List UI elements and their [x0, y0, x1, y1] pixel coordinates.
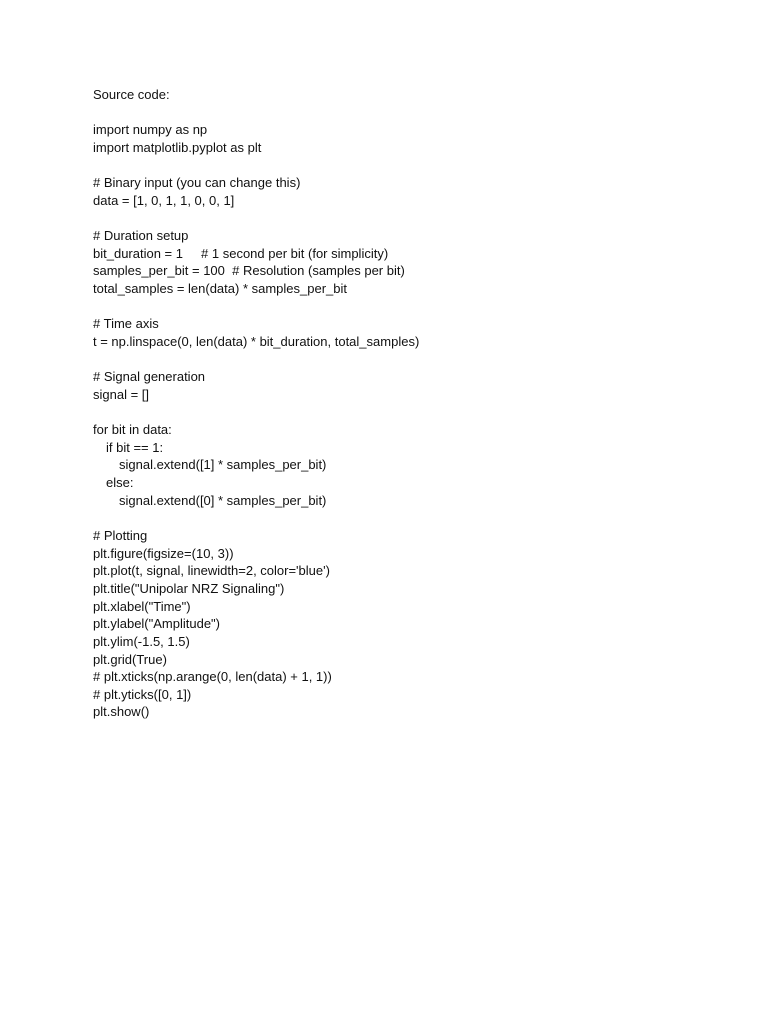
code-comment: # Duration setup [93, 228, 189, 244]
code-line: t = np.linspace(0, len(data) * bit_duration, total_samples) [93, 333, 420, 349]
code-line: plt.grid(True) [93, 651, 167, 667]
document-heading: Source code: [93, 87, 170, 102]
code-comment: # Signal generation [93, 369, 206, 385]
code-line: for bit in data: [93, 422, 172, 438]
code-line: plt.xlabel("Time") [93, 598, 191, 614]
code-line: signal = [] [93, 386, 150, 402]
code-line: signal.extend([0] * samples_per_bit) [119, 492, 327, 508]
code-line: import matplotlib.pyplot as plt [93, 139, 262, 155]
code-line: else: [106, 475, 134, 491]
code-line: plt.plot(t, signal, linewidth=2, color='blue') [93, 563, 330, 579]
blank-line [93, 104, 713, 122]
code-line: plt.title("Unipolar NRZ Signaling") [93, 580, 285, 596]
code-comment: # Plotting [93, 528, 148, 544]
code-comment: # plt.yticks([0, 1]) [93, 686, 192, 702]
code-comment: # Time axis [93, 316, 159, 332]
code-line: plt.figure(figsize=(10, 3)) [93, 545, 234, 561]
code-line: samples_per_bit = 100 # Resolution (samples per bit) [93, 263, 405, 279]
code-line: signal.extend([1] * samples_per_bit) [119, 457, 327, 473]
code-line: import numpy as np [93, 122, 208, 138]
code-line: bit_duration = 1 # 1 second per bit (for simplicity) [93, 245, 389, 261]
code-comment: # plt.xticks(np.arange(0, len(data) + 1, 1)) [93, 669, 332, 685]
code-line: plt.ylabel("Amplitude") [93, 616, 221, 632]
code-line: total_samples = len(data) * samples_per_bit [93, 281, 348, 297]
blank-line [93, 298, 713, 316]
source-code-block [93, 86, 713, 721]
code-line: data = [1, 0, 1, 1, 0, 0, 1] [93, 192, 235, 208]
code-line: plt.ylim(-1.5, 1.5) [93, 633, 190, 649]
blank-line [93, 509, 713, 527]
code-line: if bit == 1: [106, 439, 164, 455]
code-comment: # Binary input (you can change this) [93, 175, 301, 191]
blank-line [93, 404, 713, 422]
blank-line [93, 351, 713, 369]
blank-line [93, 157, 713, 175]
code-line: plt.show() [93, 704, 150, 720]
blank-line [93, 209, 713, 227]
